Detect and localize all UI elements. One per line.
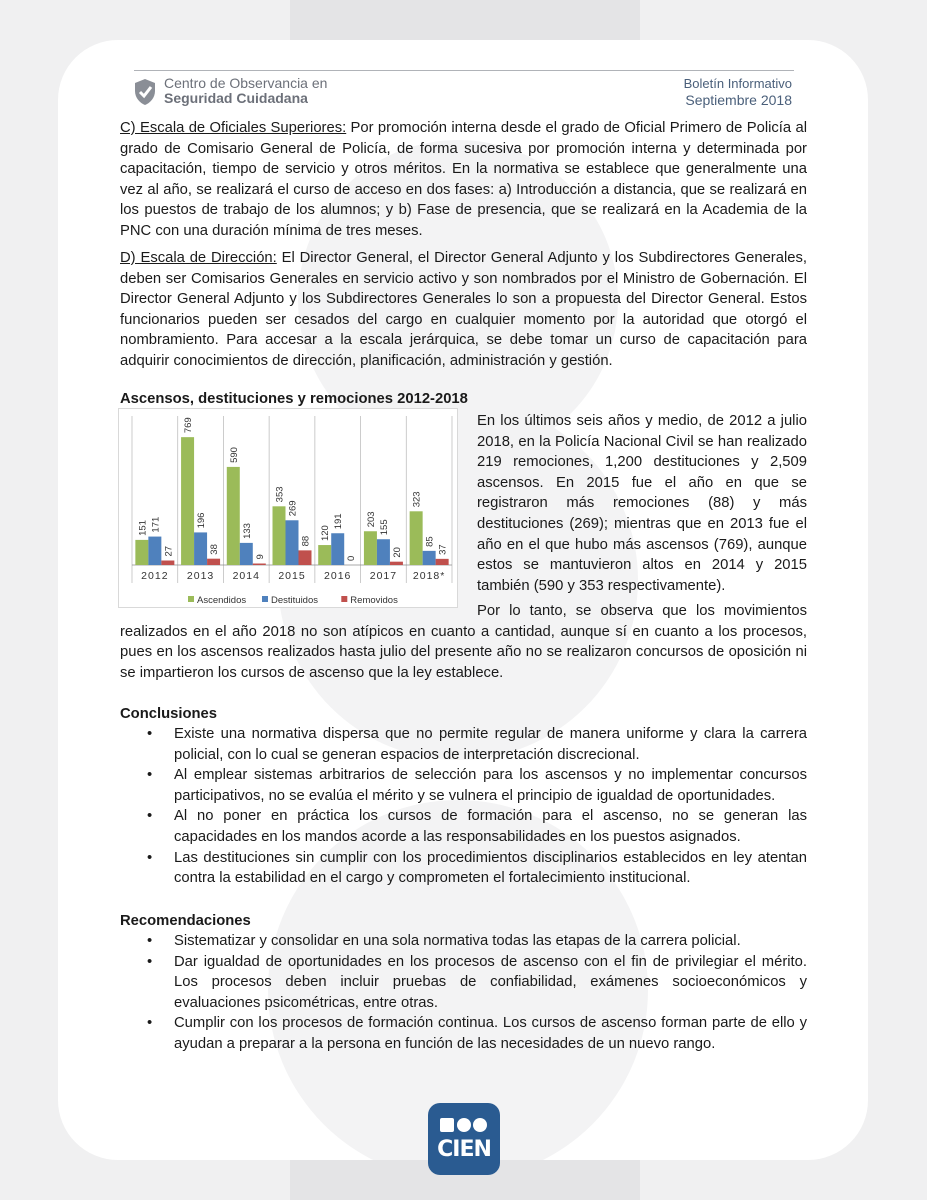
x-tick-label: 2014	[232, 570, 260, 582]
bar-destituidos-2016	[331, 533, 344, 565]
bar-destituidos-2013	[194, 532, 207, 565]
data-label: 27	[163, 545, 175, 557]
bar-ascendidos-2013	[181, 437, 194, 565]
recomendaciones-heading: Recomendaciones	[120, 913, 251, 929]
legend-label-destituidos: Destituidos	[271, 595, 318, 606]
data-label: 590	[228, 447, 240, 463]
list-item-text: Sistematizar y consolidar en una sola normativa todas las etapas de la carrera policial.	[174, 933, 741, 949]
data-label: 20	[391, 547, 403, 558]
org-line-2: Seguridad Cuidadana	[164, 90, 308, 106]
data-label: 85	[424, 536, 436, 547]
bulletin-date: Septiembre 2018	[685, 92, 792, 108]
section-text-c: Por promoción interna desde el grado de Oficial Primero de Policía al grado de Comisario General de Policía, de forma sucesiva por promoción interna y determinada por capacitación, tiempo de servicio y otros méritos. En la normativa se establece que generalmente una vez al año, se realizará el curso de acceso en dos fases: a) Introducción a distancia, que se realizará en los puestos de trabajo de los alumnos; y b) Fase de presencia, que se realizará en la Academia de la PNC con una duración mínima de tres meses.	[120, 120, 807, 239]
bar-ascendidos-2015	[273, 506, 286, 565]
bar-destituidos-2014	[240, 543, 253, 565]
list-item	[120, 952, 807, 1014]
legend-label-removidos: Removidos	[350, 595, 398, 606]
list-item-text: Cumplir con los procesos de formación continua. Los cursos de ascenso forman parte de ello y ayudan a preparar a la persona en función de las necesidades de un nuevo rango.	[174, 1015, 807, 1052]
data-label: 133	[241, 523, 253, 539]
x-tick-label: 2017	[369, 570, 398, 582]
x-tick-label: 2012	[141, 570, 169, 582]
paragraph-analysis: En los últimos seis años y medio, de 2012 a julio 2018, en la Policía Nacional Civil se han realizado 219 remociones, 1,200 destituciones y 2,509 ascensos. En 2015 fue el año en que se registraron más remociones (88) y más destituciones (269); mientras que en 2013 fue el año en el que hubo más ascensos (769), aunque estos se mantuvieron altos en 2014 y 2015 también (590 y 353 respectivamente).	[477, 413, 807, 594]
x-tick-label: 2013	[186, 570, 215, 582]
data-label: 203	[365, 511, 377, 528]
bulletin-info	[684, 76, 792, 108]
bar-ascendidos-2017	[364, 531, 377, 565]
bullet-icon: •	[147, 808, 153, 825]
bar-removidos-2018	[436, 559, 449, 565]
bar-removidos-2012	[161, 561, 174, 565]
section-label-c: C) Escala de Oficiales Superiores:	[120, 120, 347, 136]
organization-name	[164, 76, 327, 106]
data-label: 0	[346, 555, 358, 561]
bar-removidos-2014	[253, 564, 266, 565]
data-label: 88	[300, 535, 312, 547]
paragraph-escala-direccion	[120, 248, 807, 372]
logo-dots-icon	[440, 1117, 488, 1133]
list-item-text: Dar igualdad de oportunidades en los procesos de ascenso con el fin de privilegiar el mérito. Los procesos deben incluir pruebas de confiabilidad, exámenes socioeconómicos y evaluaciones psicométricas, entre otras.	[174, 953, 807, 1011]
bullet-icon: •	[147, 849, 153, 866]
recomendaciones-list	[120, 931, 807, 1055]
chart-heading: Ascensos, destituciones y remociones 2012-2018	[120, 391, 468, 407]
data-label: 38	[209, 544, 221, 555]
list-item-text: Al emplear sistemas arbitrarios de selección para los ascensos y no implementar concursos participativos, no se evalúa el mérito y se vulnera el principio de igualdad de oportunidades.	[174, 767, 807, 804]
bulletin-title: Boletín Informativo	[683, 76, 792, 91]
list-item	[120, 806, 807, 847]
bullet-icon: •	[147, 767, 153, 784]
conclusiones-list	[120, 724, 807, 889]
bullet-icon: •	[147, 726, 153, 742]
list-item	[120, 724, 807, 765]
data-label: 196	[196, 512, 208, 529]
list-item-text: Al no poner en práctica los cursos de formación para el ascenso, no se generan las capacidades en los mandos acorde a las responsabilidades en los puestos asignados.	[174, 808, 807, 845]
cien-logo	[428, 1103, 500, 1175]
bar-ascendidos-2018	[410, 511, 423, 565]
conclusion-text: Por lo tanto, se observa que los movimientos realizados en el año 2018 no son atípicos en cuanto a cantidad, aunque sí en cuanto a los procesos, pues en los ascensos realizados hasta julio del presente año no se realizaron concursos de oposición ni se impartieron los cursos de ascenso que la ley establece.	[120, 603, 807, 681]
bullet-icon: •	[147, 1015, 153, 1032]
bar-ascendidos-2016	[318, 545, 331, 565]
bullet-icon: •	[147, 933, 153, 949]
list-item	[120, 931, 807, 952]
data-label: 191	[333, 513, 345, 530]
data-label: 120	[320, 525, 332, 542]
conclusiones-heading: Conclusiones	[120, 706, 218, 722]
data-label: 769	[183, 417, 195, 434]
bar-removidos-2017	[390, 562, 403, 565]
bar-destituidos-2012	[148, 537, 161, 565]
list-item	[120, 848, 807, 889]
bar-destituidos-2015	[286, 520, 299, 565]
logo-text: CIEN	[437, 1137, 491, 1162]
header-rule	[134, 70, 794, 71]
data-label: 37	[437, 544, 449, 555]
list-item-text: Existe una normativa dispersa que no permite regular de manera uniforme y clara la carrera policial, con lo cual se generan espacios de interpretación discrecional.	[174, 726, 807, 763]
data-label: 171	[150, 516, 162, 533]
data-label: 353	[274, 486, 286, 503]
data-label: 155	[378, 519, 390, 536]
data-label: 323	[411, 491, 423, 508]
bar-ascendidos-2012	[135, 540, 148, 565]
data-label: 151	[137, 520, 149, 536]
bar-chart	[118, 408, 458, 608]
x-tick-label: 2015	[278, 570, 306, 582]
legend-label-ascendidos: Ascendidos	[197, 595, 247, 606]
bullet-icon: •	[147, 953, 153, 970]
bar-destituidos-2018	[423, 551, 436, 565]
list-item-text: Las destituciones sin cumplir con los procedimientos disciplinarios establecidos en ley atentan contra la estabilidad en el cargo y comprometen el fortalecimiento institucional.	[174, 849, 807, 887]
shield-icon	[134, 78, 156, 106]
paragraph-escala-oficiales	[120, 118, 807, 242]
org-line-1: Centro de Observancia en	[164, 75, 328, 91]
page-header	[134, 72, 794, 112]
section-label-d: D) Escala de Dirección:	[120, 250, 277, 266]
bar-destituidos-2017	[377, 539, 390, 565]
list-item	[120, 765, 807, 806]
x-tick-label: 2018*	[412, 570, 446, 582]
x-tick-label: 2016	[324, 570, 352, 582]
bar-ascendidos-2014	[227, 467, 240, 565]
bar-removidos-2013	[207, 559, 220, 565]
data-label: 269	[287, 500, 299, 517]
bar-removidos-2015	[299, 550, 312, 565]
paragraph-conclusion	[120, 601, 807, 683]
data-label: 9	[254, 554, 266, 560]
list-item	[120, 1013, 807, 1054]
section-text-d: El Director General, el Director General Adjunto y los Subdirectores Generales, deben ser Comisarios Generales en servicio activo y son nombrados por el Ministro de Gobernación. El Director General Adjunto y los Subdirectores Generales lo son a propuesta del Director General. Estos funcionarios pueden ser cesados del cargo en cualquier momento por la autoridad que otorgó el nombramiento. Para accesar a la escala jerárquica, se debe tomar un curso de capacitación para adquirir conocimientos de dirección, planificación, administración y gestión.	[120, 250, 807, 369]
